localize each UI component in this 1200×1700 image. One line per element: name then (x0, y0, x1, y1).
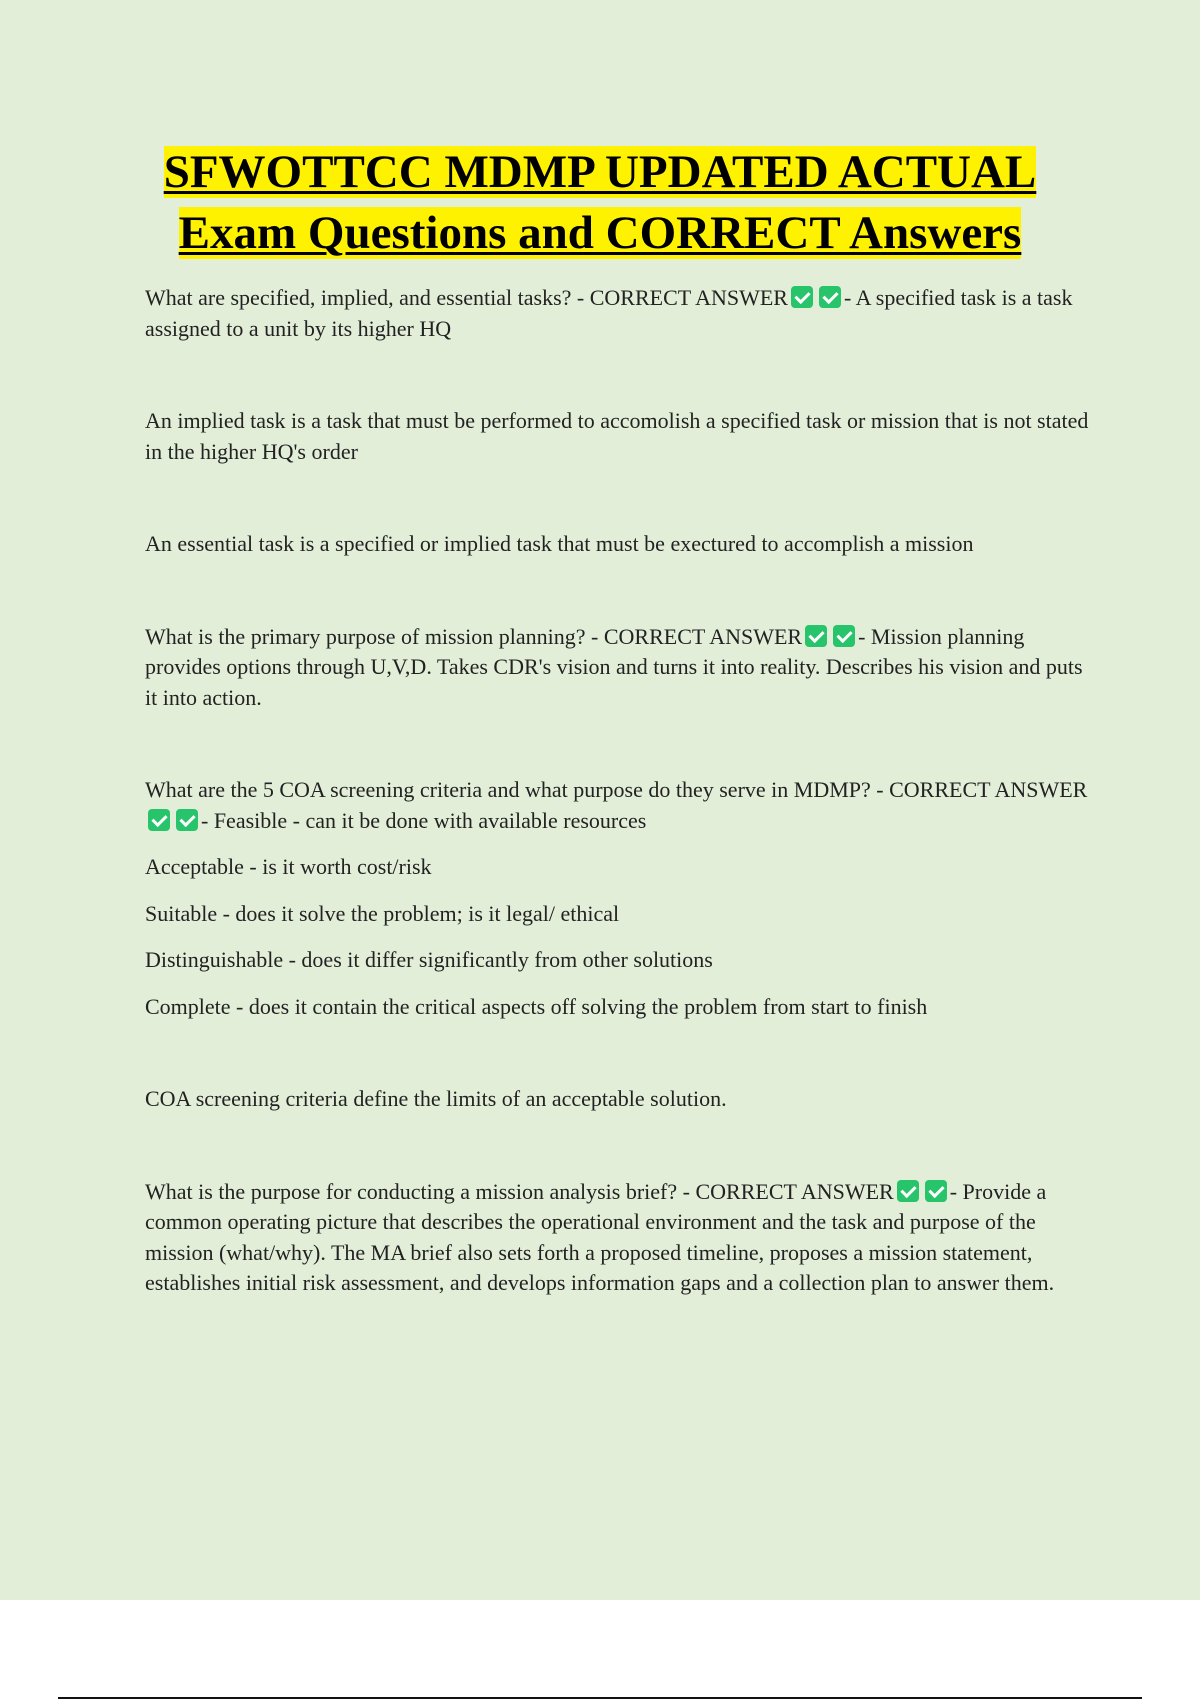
answer-2: - Mission planning provides options through U,V,D. Takes CDR's vision and turns it into reality. Describes his vision and puts it into action. (145, 623, 1083, 710)
answer-4: - Provide a common operating picture that describes the operational environment and the task and purpose of the mission (what/why). The MA brief also sets forth a proposed timeline, proposes a mission statement, establishes initial risk assessment, and develops information gaps and a collection plan to answer them. (145, 1178, 1055, 1295)
qa-block-3 (145, 775, 1090, 836)
title-line-1: SFWOTTCC MDMP UPDATED ACTUAL (163, 146, 1037, 198)
question-3: What are the 5 COA screening criteria and what purpose do they serve in MDMP? - CORRECT ANSWER (145, 777, 1088, 802)
check-box-icon (833, 625, 855, 647)
qa-block-4 (145, 1177, 1090, 1299)
question-4: What is the purpose for conducting a mission analysis brief? - CORRECT ANSWER (145, 1178, 894, 1204)
paragraph-essential-task: An essential task is a specified or implied task that must be exectured to accomplish a mission (145, 531, 974, 556)
check-box-icon (805, 625, 827, 647)
check-box-icon (819, 286, 841, 308)
answer-3: - Feasible - can it be done with available resources (201, 807, 647, 833)
check-box-icon (148, 809, 170, 831)
qa-block-1 (145, 283, 1090, 344)
question-1: What are specified, implied, and essential tasks? - CORRECT ANSWER (145, 285, 788, 310)
check-box-icon (176, 809, 198, 831)
qa-block-2 (145, 622, 1090, 714)
criterion-complete: Complete - does it contain the critical aspects off solving the problem from start to finish (145, 993, 928, 1019)
criterion-suitable: Suitable - does it solve the problem; is it legal/ ethical (145, 900, 620, 926)
document-title (100, 142, 1100, 264)
footer-divider (58, 1697, 1142, 1699)
document-body (145, 283, 1090, 1299)
check-box-icon (791, 286, 813, 308)
answer-1: - A specified task is a task assigned to a unit by its higher HQ (145, 285, 1073, 341)
paragraph-implied-task: An implied task is a task that must be performed to accomolish a specified task or mission that is not stated in the higher HQ's order (145, 408, 1089, 464)
criterion-distinguishable: Distinguishable - does it differ significantly from other solutions (145, 947, 713, 972)
question-2: What is the primary purpose of mission planning? - CORRECT ANSWER (145, 623, 803, 649)
check-box-icon (925, 1180, 947, 1202)
criterion-acceptable: Acceptable - is it worth cost/risk (145, 854, 432, 879)
title-line-2: Exam Questions and CORRECT Answers (178, 207, 1022, 259)
paragraph-coa-criteria: COA screening criteria define the limits of an acceptable solution. (145, 1086, 727, 1111)
check-box-icon (897, 1180, 919, 1202)
